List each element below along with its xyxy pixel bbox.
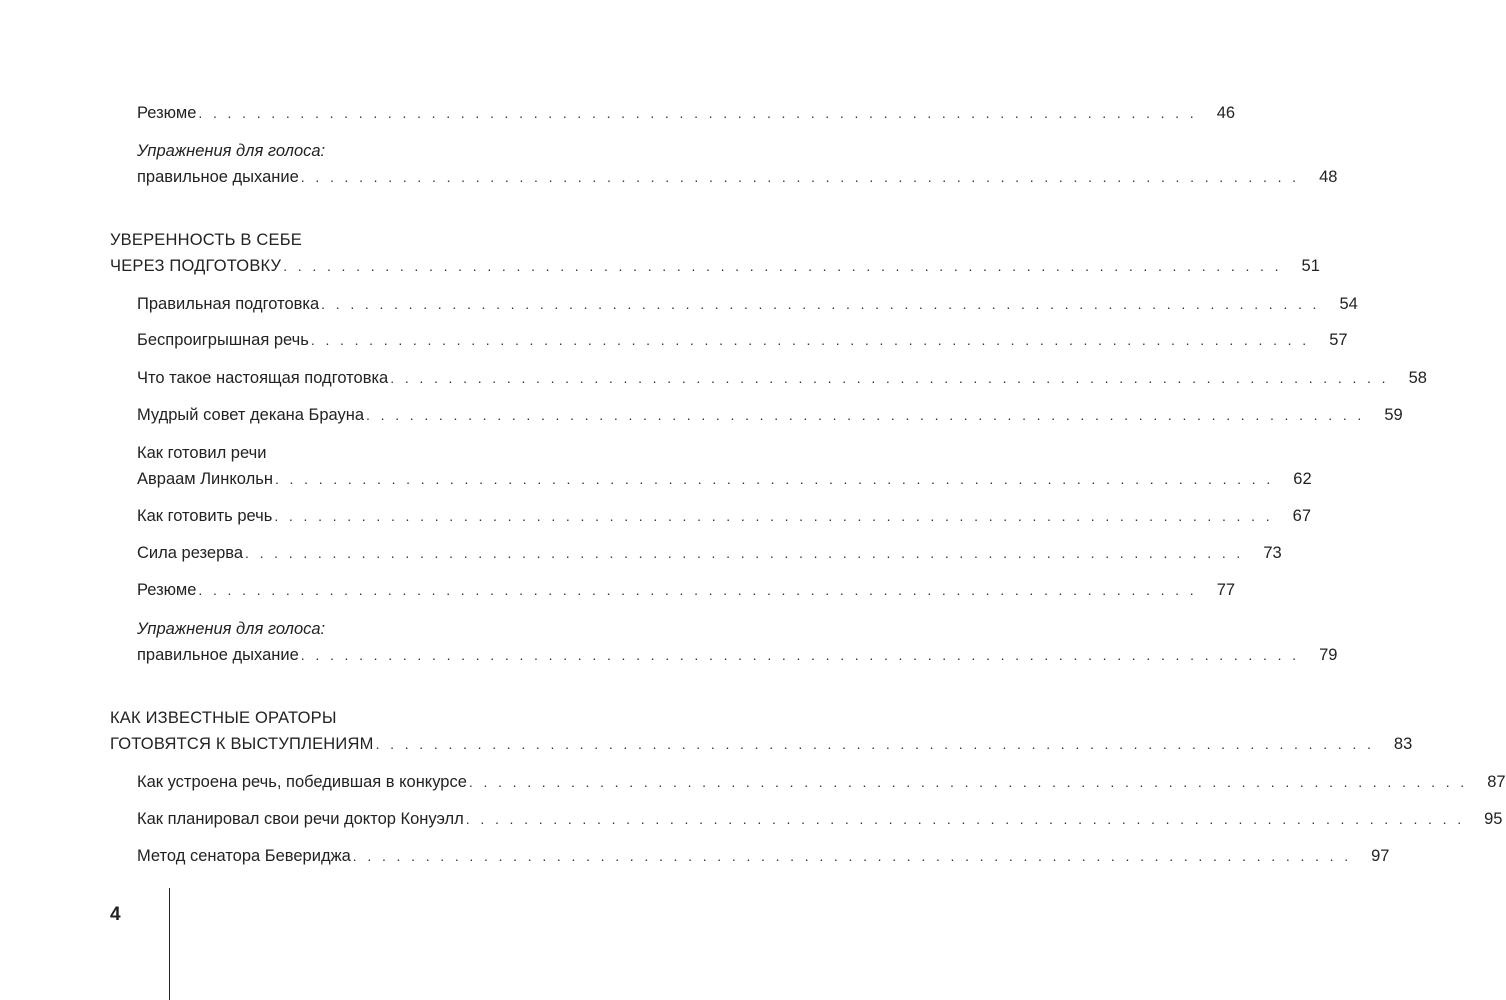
toc-page-number: 77 [1216,581,1236,599]
toc-line [137,365,1427,391]
toc-page-number: 51 [1301,257,1320,275]
toc-line [110,227,535,253]
toc-line [137,466,1312,492]
toc-leader-dots: . . . . . . . . . . . . . . . . . . . . . . . . . . . . . . . . . . . . . . . . . . . . . . . . . . . . . . . . . . . . . . . . . . . . . [366,407,1365,423]
toc-leader-dots: . . . . . . . . . . . . . . . . . . . . . . . . . . . . . . . . . . . . . . . . . . . . . . . . . . . . . . . . . . . . . . . . . . . . . [390,370,1389,386]
toc-line [137,440,535,466]
toc-leader-dots: . . . . . . . . . . . . . . . . . . . . . . . . . . . . . . . . . . . . . . . . . . . . . . . . . . . . . . . . . . . . . . . . . . . . . [245,545,1244,561]
toc-title: Авраам Линкольн [137,470,273,488]
toc-section-entry [137,327,1348,353]
toc-title: Что такое настоящая подготовка [137,369,389,387]
toc-title: Беспроигрышная речь [137,331,309,349]
toc-chapter-entry [110,705,1413,757]
page-number: 4 [110,904,121,925]
toc-section-entry [137,540,1282,566]
toc-line [137,769,1506,795]
toc-leader-dots: . . . . . . . . . . . . . . . . . . . . . . . . . . . . . . . . . . . . . . . . . . . . . . . . . . . . . . . . . . . . . . . . . . . . . [352,848,1352,864]
toc-title: правильное дыхание [137,168,299,186]
toc-page-number: 57 [1329,331,1348,349]
toc-title: Метод сенатора Бевериджа [137,847,351,865]
toc-leader-dots: . . . . . . . . . . . . . . . . . . . . . . . . . . . . . . . . . . . . . . . . . . . . . . . . . . . . . . . . . . . . . . . . . . . . . [465,811,1465,827]
toc-leader-dots: . . . . . . . . . . . . . . . . . . . . . . . . . . . . . . . . . . . . . . . . . . . . . . . . . . . . . . . . . . . . . . . . . . . . . [321,296,1320,312]
toc-section-entry [137,138,1338,190]
toc-section-entry [137,291,1358,317]
toc-page-number: 97 [1371,847,1390,865]
toc-section-entry [137,440,1312,492]
toc-page-number: 54 [1339,295,1358,313]
toc-title: Как планировал свои речи доктор Конуэлл [137,810,464,828]
toc-page-number: 73 [1263,544,1282,562]
toc-subtitle: Упражнения для голоса: [137,142,326,160]
toc-line [137,164,1338,190]
toc-leader-dots: . . . . . . . . . . . . . . . . . . . . . . . . . . . . . . . . . . . . . . . . . . . . . . . . . . . . . . . . . . . . . . . . . . . . . [310,332,1310,348]
toc-section-entry [137,402,1403,428]
toc-line [137,138,535,164]
toc-page-number: 48 [1319,168,1338,186]
toc-leader-dots: . . . . . . . . . . . . . . . . . . . . . . . . . . . . . . . . . . . . . . . . . . . . . . . . . . . . . . . . . . . . . . . . . . . . . [375,736,1375,752]
toc-title: Резюме [137,104,197,122]
toc-section-entry [137,843,1390,869]
toc-page-number: 95 [1484,810,1503,828]
toc-title: ГОТОВЯТСЯ К ВЫСТУПЛЕНИЯМ [110,735,374,753]
toc-section-entry [137,806,1503,832]
toc-leader-dots: . . . . . . . . . . . . . . . . . . . . . . . . . . . . . . . . . . . . . . . . . . . . . . . . . . . . . . . . . . . . . . . . . . . . . [283,258,1282,274]
toc-line [137,540,1282,566]
toc-section-entry [137,100,1236,126]
toc-line [110,705,535,731]
toc-title: Как устроена речь, победившая в конкурсе [137,773,467,791]
toc-title: Мудрый совет декана Брауна [137,406,365,424]
toc-line [110,253,1320,279]
toc-leader-dots: . . . . . . . . . . . . . . . . . . . . . . . . . . . . . . . . . . . . . . . . . . . . . . . . . . . . . . . . . . . . . . . . . . . . . [468,774,1468,790]
toc-section-entry [137,577,1236,603]
toc-section-entry [137,616,1338,668]
toc-title: ЧЕРЕЗ ПОДГОТОВКУ [110,257,282,275]
toc-title: Как готовить речь [137,507,273,525]
toc-line [137,100,1236,126]
toc-line [137,327,1348,353]
toc-line [137,503,1312,529]
toc-page-number: 87 [1487,773,1506,791]
toc-page-number: 83 [1393,735,1413,753]
toc-title: правильное дыхание [137,646,299,664]
toc-leader-dots: . . . . . . . . . . . . . . . . . . . . . . . . . . . . . . . . . . . . . . . . . . . . . . . . . . . . . . . . . . . . . . . . . . . . . [300,169,1300,185]
toc-page-number: 59 [1384,406,1403,424]
toc-leader-dots: . . . . . . . . . . . . . . . . . . . . . . . . . . . . . . . . . . . . . . . . . . . . . . . . . . . . . . . . . . . . . . . . . . . . . [274,508,1274,524]
toc-leader-dots: . . . . . . . . . . . . . . . . . . . . . . . . . . . . . . . . . . . . . . . . . . . . . . . . . . . . . . . . . . . . . . . . . . . . . [300,647,1300,663]
toc-section-entry [137,769,1506,795]
toc-page-number: 46 [1216,104,1236,122]
toc-leader-dots: . . . . . . . . . . . . . . . . . . . . . . . . . . . . . . . . . . . . . . . . . . . . . . . . . . . . . . . . . . . . . . . . . . . . . [198,582,1198,598]
toc-title: УВЕРЕННОСТЬ В СЕБЕ [110,231,302,249]
toc-line [137,642,1338,668]
toc-leader-dots: . . . . . . . . . . . . . . . . . . . . . . . . . . . . . . . . . . . . . . . . . . . . . . . . . . . . . . . . . . . . . . . . . . . . . [198,105,1198,121]
toc-chapter-entry [110,227,1320,279]
toc-page-number: 67 [1292,507,1312,525]
toc-line [137,616,535,642]
toc-page-number: 79 [1319,646,1338,664]
toc-subtitle: Упражнения для голоса: [137,620,326,638]
toc-title: Как готовил речи [137,444,267,462]
toc-title: КАК ИЗВЕСТНЫЕ ОРАТОРЫ [110,709,337,727]
toc-title: Сила резерва [137,544,244,562]
toc-page-number: 58 [1408,369,1427,387]
toc-page-number: 62 [1293,470,1312,488]
toc-section-entry [137,365,1427,391]
vertical-rule [169,888,170,1000]
toc-section-entry [137,503,1312,529]
toc-line [137,577,1236,603]
toc-line [137,843,1390,869]
toc-title: Правильная подготовка [137,295,320,313]
toc-leader-dots: . . . . . . . . . . . . . . . . . . . . . . . . . . . . . . . . . . . . . . . . . . . . . . . . . . . . . . . . . . . . . . . . . . . . . [274,471,1274,487]
toc-title: Резюме [137,581,197,599]
toc-line [137,291,1358,317]
toc-line [137,806,1503,832]
toc-line [137,402,1403,428]
toc-line [110,731,1413,757]
